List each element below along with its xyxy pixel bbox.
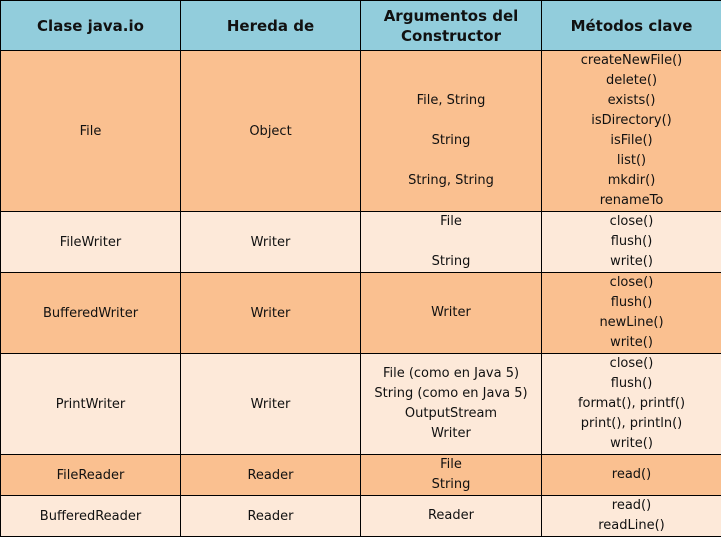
inherits-cell: Object xyxy=(181,51,361,212)
method-line: print(), println() xyxy=(542,414,721,434)
arg-line: String xyxy=(361,252,541,272)
method-line: list() xyxy=(542,151,721,171)
methods-cell xyxy=(542,354,721,455)
method-line: write() xyxy=(542,434,721,454)
method-line: close() xyxy=(542,212,721,232)
header-row xyxy=(1,1,721,51)
arg-line: String (como en Java 5) xyxy=(361,384,541,404)
inherits-cell: Writer xyxy=(181,273,361,354)
table-row xyxy=(1,496,721,537)
methods-cell xyxy=(542,51,721,212)
method-line: flush() xyxy=(542,374,721,394)
methods-cell xyxy=(542,212,721,273)
table-row xyxy=(1,51,721,212)
method-line: isDirectory() xyxy=(542,111,721,131)
args-cell xyxy=(361,273,542,354)
methods-cell xyxy=(542,496,721,537)
header-argumentos-line1: Argumentos del xyxy=(361,6,541,26)
args-cell xyxy=(361,455,542,496)
method-line: isFile() xyxy=(542,131,721,151)
method-line: newLine() xyxy=(542,313,721,333)
args-cell xyxy=(361,496,542,537)
method-line: exists() xyxy=(542,91,721,111)
method-line: close() xyxy=(542,354,721,374)
method-line: flush() xyxy=(542,232,721,252)
arg-line: Writer xyxy=(361,303,541,323)
header-hereda: Hereda de xyxy=(181,1,361,51)
arg-line: File (como en Java 5) xyxy=(361,364,541,384)
header-metodos: Métodos clave xyxy=(542,1,721,51)
inherits-cell: Reader xyxy=(181,455,361,496)
class-cell: PrintWriter xyxy=(1,354,181,455)
method-line: format(), printf() xyxy=(542,394,721,414)
class-cell: BufferedReader xyxy=(1,496,181,537)
method-line: mkdir() xyxy=(542,171,721,191)
args-cell xyxy=(361,51,542,212)
method-line: read() xyxy=(542,496,721,516)
table-row xyxy=(1,273,721,354)
method-line: createNewFile() xyxy=(542,51,721,71)
arg-line: String xyxy=(361,131,541,151)
table-row xyxy=(1,354,721,455)
arg-line: File xyxy=(361,455,541,475)
method-line: renameTo xyxy=(542,191,721,211)
arg-line: Writer xyxy=(361,424,541,444)
method-line: flush() xyxy=(542,293,721,313)
table-row xyxy=(1,455,721,496)
class-cell: FileWriter xyxy=(1,212,181,273)
class-cell: File xyxy=(1,51,181,212)
method-line: close() xyxy=(542,273,721,293)
method-line: write() xyxy=(542,252,721,272)
arg-line: File, String xyxy=(361,91,541,111)
method-line: read() xyxy=(542,465,721,485)
header-clase: Clase java.io xyxy=(1,1,181,51)
class-cell: BufferedWriter xyxy=(1,273,181,354)
inherits-cell: Reader xyxy=(181,496,361,537)
args-cell xyxy=(361,354,542,455)
method-line: delete() xyxy=(542,71,721,91)
table-row xyxy=(1,212,721,273)
header-argumentos-line2: Constructor xyxy=(361,26,541,46)
arg-line: String xyxy=(361,475,541,495)
arg-line: Reader xyxy=(361,506,541,526)
args-cell xyxy=(361,212,542,273)
methods-cell xyxy=(542,273,721,354)
arg-line: OutputStream xyxy=(361,404,541,424)
arg-line: String, String xyxy=(361,171,541,191)
class-cell: FileReader xyxy=(1,455,181,496)
arg-line: File xyxy=(361,212,541,232)
methods-cell xyxy=(542,455,721,496)
header-argumentos xyxy=(361,1,542,51)
inherits-cell: Writer xyxy=(181,212,361,273)
method-line: readLine() xyxy=(542,516,721,536)
method-line: write() xyxy=(542,333,721,353)
inherits-cell: Writer xyxy=(181,354,361,455)
